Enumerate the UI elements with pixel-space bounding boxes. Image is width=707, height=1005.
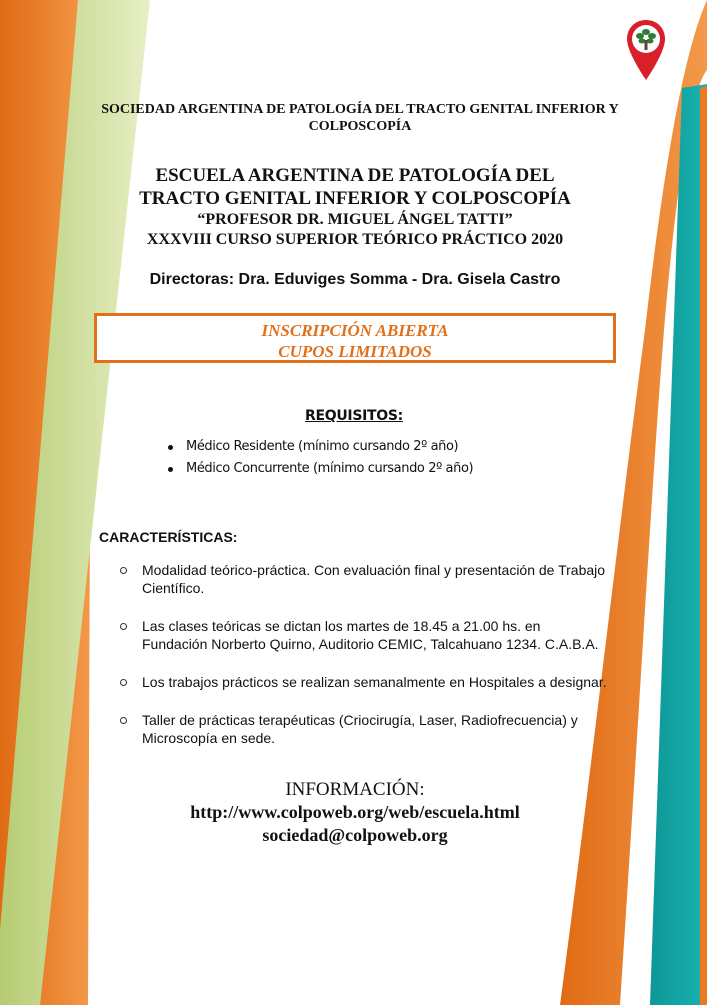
bullet-icon: [168, 445, 173, 450]
characteristic-text: Modalidad teórico-práctica. Con evaluación final y presentación de Trabajo Científico.: [142, 562, 606, 596]
characteristic-text: Taller de prácticas terapéuticas (Criocirugía, Laser, Radiofrecuencia) y Microscopía en sede.: [142, 712, 578, 746]
website-link[interactable]: http://www.colpoweb.org/web/escuela.html: [190, 802, 520, 822]
requirement-text: Médico Concurrente (mínimo cursando 2º año): [186, 461, 474, 476]
characteristic-text: Las clases teóricas se dictan los martes de 18.45 a 21.00 hs. en Fundación Norberto Quirno, Auditorio CEMIC, Talcahuano 1234. C.A.B.A.: [142, 618, 599, 652]
school-line-2: TRACTO GENITAL INFERIOR Y COLPOSCOPÍA: [139, 188, 571, 209]
notice-line-2: CUPOS LIMITADOS: [278, 342, 432, 361]
tree-pin-logo-icon: [625, 18, 667, 82]
characteristics-title: CARACTERÍSTICAS:: [99, 529, 238, 545]
list-item: [118, 617, 608, 653]
circle-bullet-icon: [120, 623, 127, 630]
notice-line-1: INSCRIPCIÓN ABIERTA: [261, 321, 449, 340]
bullet-icon: [168, 467, 173, 472]
society-name: SOCIEDAD ARGENTINA DE PATOLOGÍA DEL TRACTO GENITAL INFERIOR Y COLPOSCOPÍA: [101, 102, 619, 134]
enrollment-notice: [94, 313, 616, 363]
information-title: INFORMACIÓN:: [285, 779, 425, 800]
requirements-list: [168, 437, 473, 481]
professor-name: “PROFESOR DR. MIGUEL ÁNGEL TATTI”: [197, 211, 513, 228]
directors: Directoras: Dra. Eduviges Somma - Dra. Gisela Castro: [149, 271, 561, 288]
email-link[interactable]: sociedad@colpoweb.org: [262, 825, 448, 845]
list-item: [118, 711, 608, 747]
course-name: XXXVIII CURSO SUPERIOR TEÓRICO PRÁCTICO 2020: [146, 231, 564, 248]
list-item: [118, 673, 608, 691]
school-line-1: ESCUELA ARGENTINA DE PATOLOGÍA DEL: [155, 165, 555, 186]
circle-bullet-icon: [120, 679, 127, 686]
characteristics-list: [118, 561, 608, 747]
circle-bullet-icon: [120, 717, 127, 724]
list-item: [118, 561, 608, 597]
characteristic-text: Los trabajos prácticos se realizan semanalmente en Hospitales a designar.: [142, 674, 607, 690]
information-block: [130, 779, 580, 847]
requirements-title: REQUISITOS:: [305, 408, 403, 424]
school-heading: [70, 164, 640, 250]
requirement-text: Médico Residente (mínimo cursando 2º año): [186, 439, 459, 454]
list-item: [168, 437, 473, 459]
list-item: [168, 459, 473, 481]
circle-bullet-icon: [120, 567, 127, 574]
